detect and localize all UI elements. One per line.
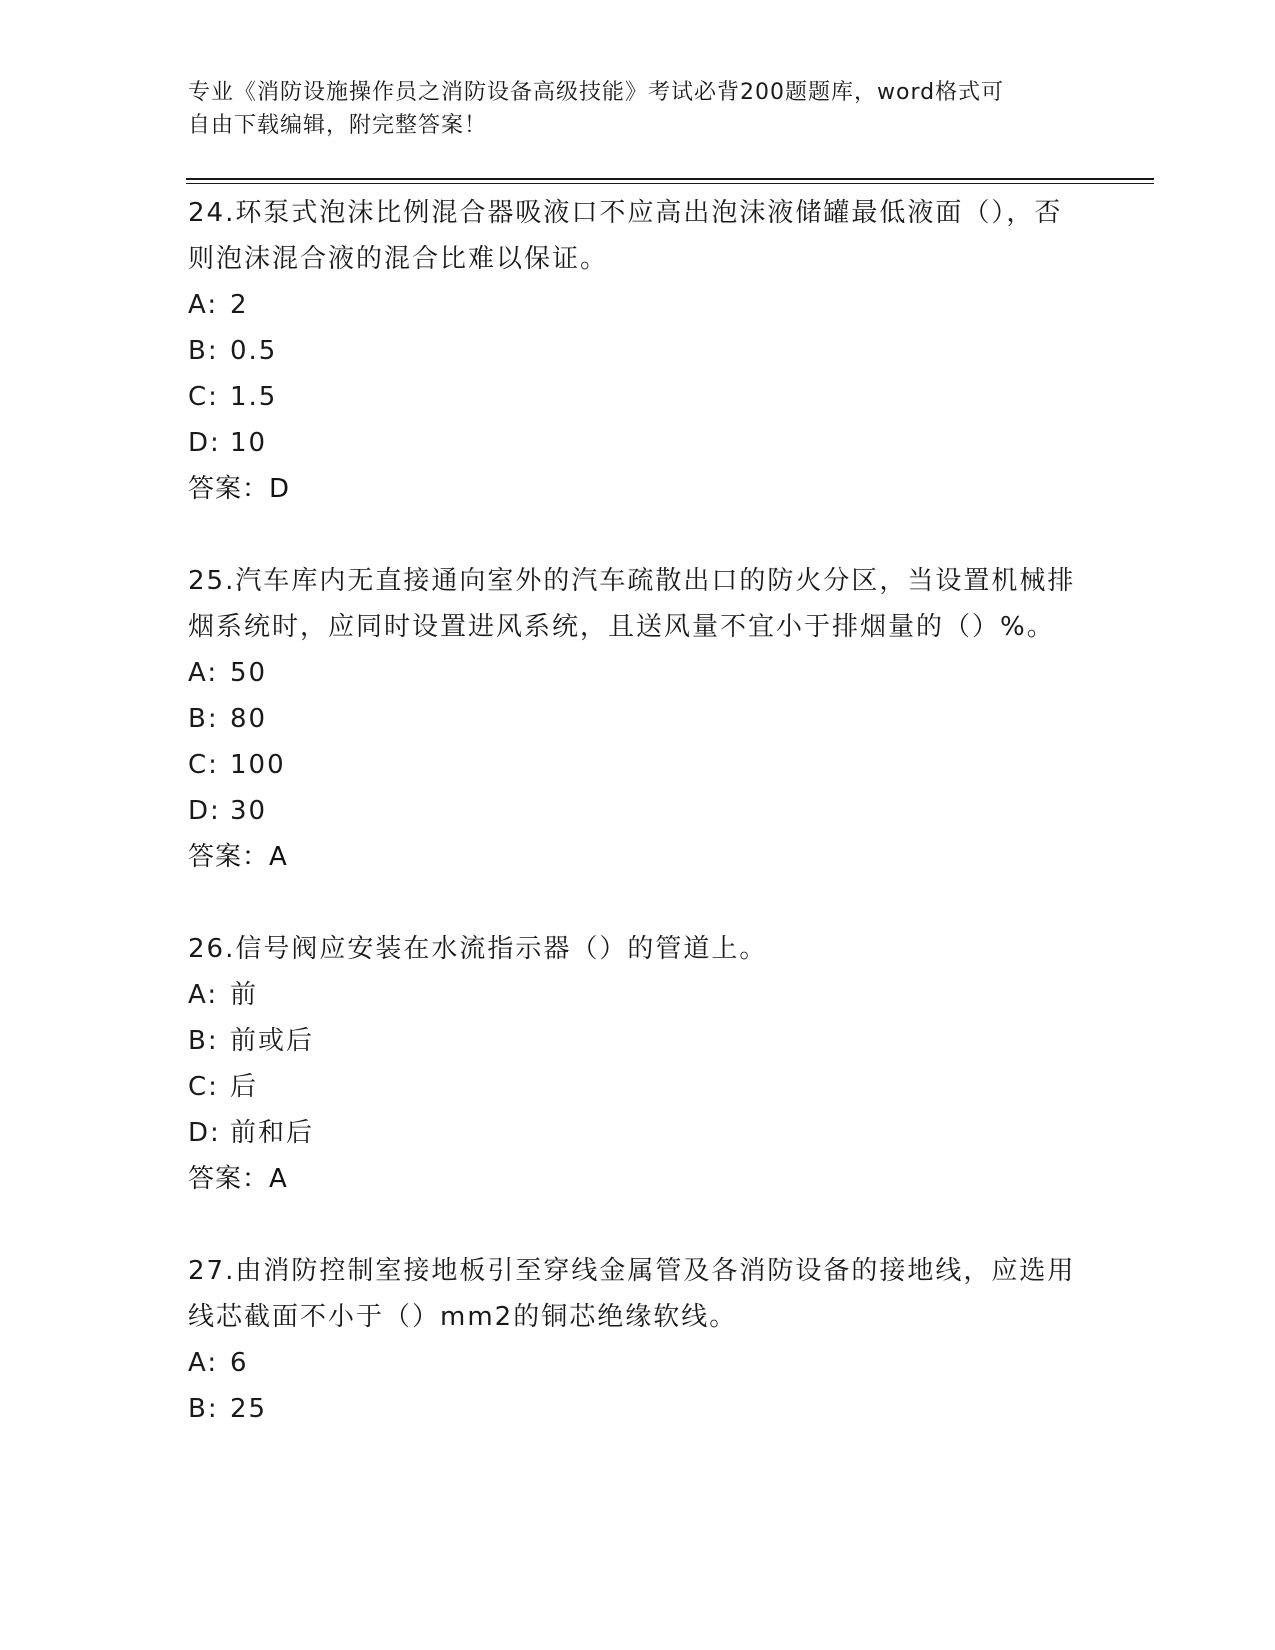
option-d: [188, 1110, 1088, 1156]
option-d: [188, 788, 1088, 834]
option-text: 10: [230, 428, 268, 458]
option-text: 30: [230, 796, 268, 826]
option-c: [188, 1064, 1088, 1110]
option-b: [188, 328, 1088, 374]
option-text: 前和后: [230, 1118, 315, 1148]
question-list: [188, 190, 1088, 1478]
question-26: [188, 926, 1088, 1202]
option-b: [188, 1018, 1088, 1064]
option-letter: C:: [188, 750, 219, 780]
answer-line: 答案：A: [188, 1164, 288, 1194]
option-c: [188, 742, 1088, 788]
option-letter: B:: [188, 1394, 219, 1424]
option-letter: C:: [188, 382, 219, 412]
option-text: 25: [230, 1394, 268, 1424]
header-divider-thin: [186, 183, 1154, 184]
header-line-1: 专业《消防设施操作员之消防设备高级技能》考试必背200题题库，word格式可: [188, 80, 1005, 105]
option-letter: B:: [188, 336, 219, 366]
option-letter: A:: [188, 980, 219, 1010]
option-text: 1.5: [230, 382, 278, 412]
option-letter: B:: [188, 1026, 219, 1056]
option-text: 50: [230, 658, 268, 688]
option-b: [188, 1386, 1088, 1432]
header-line-2: 自由下载编辑，附完整答案！: [188, 113, 488, 138]
option-text: 后: [230, 1072, 259, 1102]
option-letter: A:: [188, 658, 219, 688]
option-text: 80: [230, 704, 268, 734]
question-stem: 25.汽车库内无直接通向室外的汽车疏散出口的防火分区，当设置机械排烟系统时，应同时设置进风系统，且送风量不宜小于排烟量的（）%。: [188, 566, 1076, 642]
option-letter: B:: [188, 704, 219, 734]
header-divider-thick: [186, 178, 1154, 180]
question-stem: 27.由消防控制室接地板引至穿线金属管及各消防设备的接地线，应选用线芯截面不小于（）mm2的铜芯绝缘软线。: [188, 1256, 1076, 1332]
question-24: [188, 190, 1088, 512]
question-27: [188, 1248, 1088, 1432]
option-letter: D:: [188, 796, 221, 826]
option-text: 2: [230, 290, 249, 320]
option-c: [188, 374, 1088, 420]
answer-line: 答案：A: [188, 842, 288, 872]
option-text: 前: [230, 980, 259, 1010]
option-letter: C:: [188, 1072, 219, 1102]
option-text: 前或后: [230, 1026, 315, 1056]
option-a: [188, 972, 1088, 1018]
document-header: [188, 76, 1088, 142]
question-stem: 24.环泵式泡沫比例混合器吸液口不应高出泡沫液储罐最低液面（），否则泡沫混合液的混合比难以保证。: [188, 198, 1063, 274]
option-text: 0.5: [230, 336, 278, 366]
answer-line: 答案：D: [188, 474, 291, 504]
option-text: 6: [230, 1348, 249, 1378]
option-letter: D:: [188, 428, 221, 458]
option-a: [188, 650, 1088, 696]
question-stem: 26.信号阀应安装在水流指示器（）的管道上。: [188, 934, 768, 964]
option-b: [188, 696, 1088, 742]
option-text: 100: [230, 750, 286, 780]
option-letter: D:: [188, 1118, 221, 1148]
option-a: [188, 1340, 1088, 1386]
option-a: [188, 282, 1088, 328]
option-letter: A:: [188, 1348, 219, 1378]
question-25: [188, 558, 1088, 880]
option-d: [188, 420, 1088, 466]
option-letter: A:: [188, 290, 219, 320]
